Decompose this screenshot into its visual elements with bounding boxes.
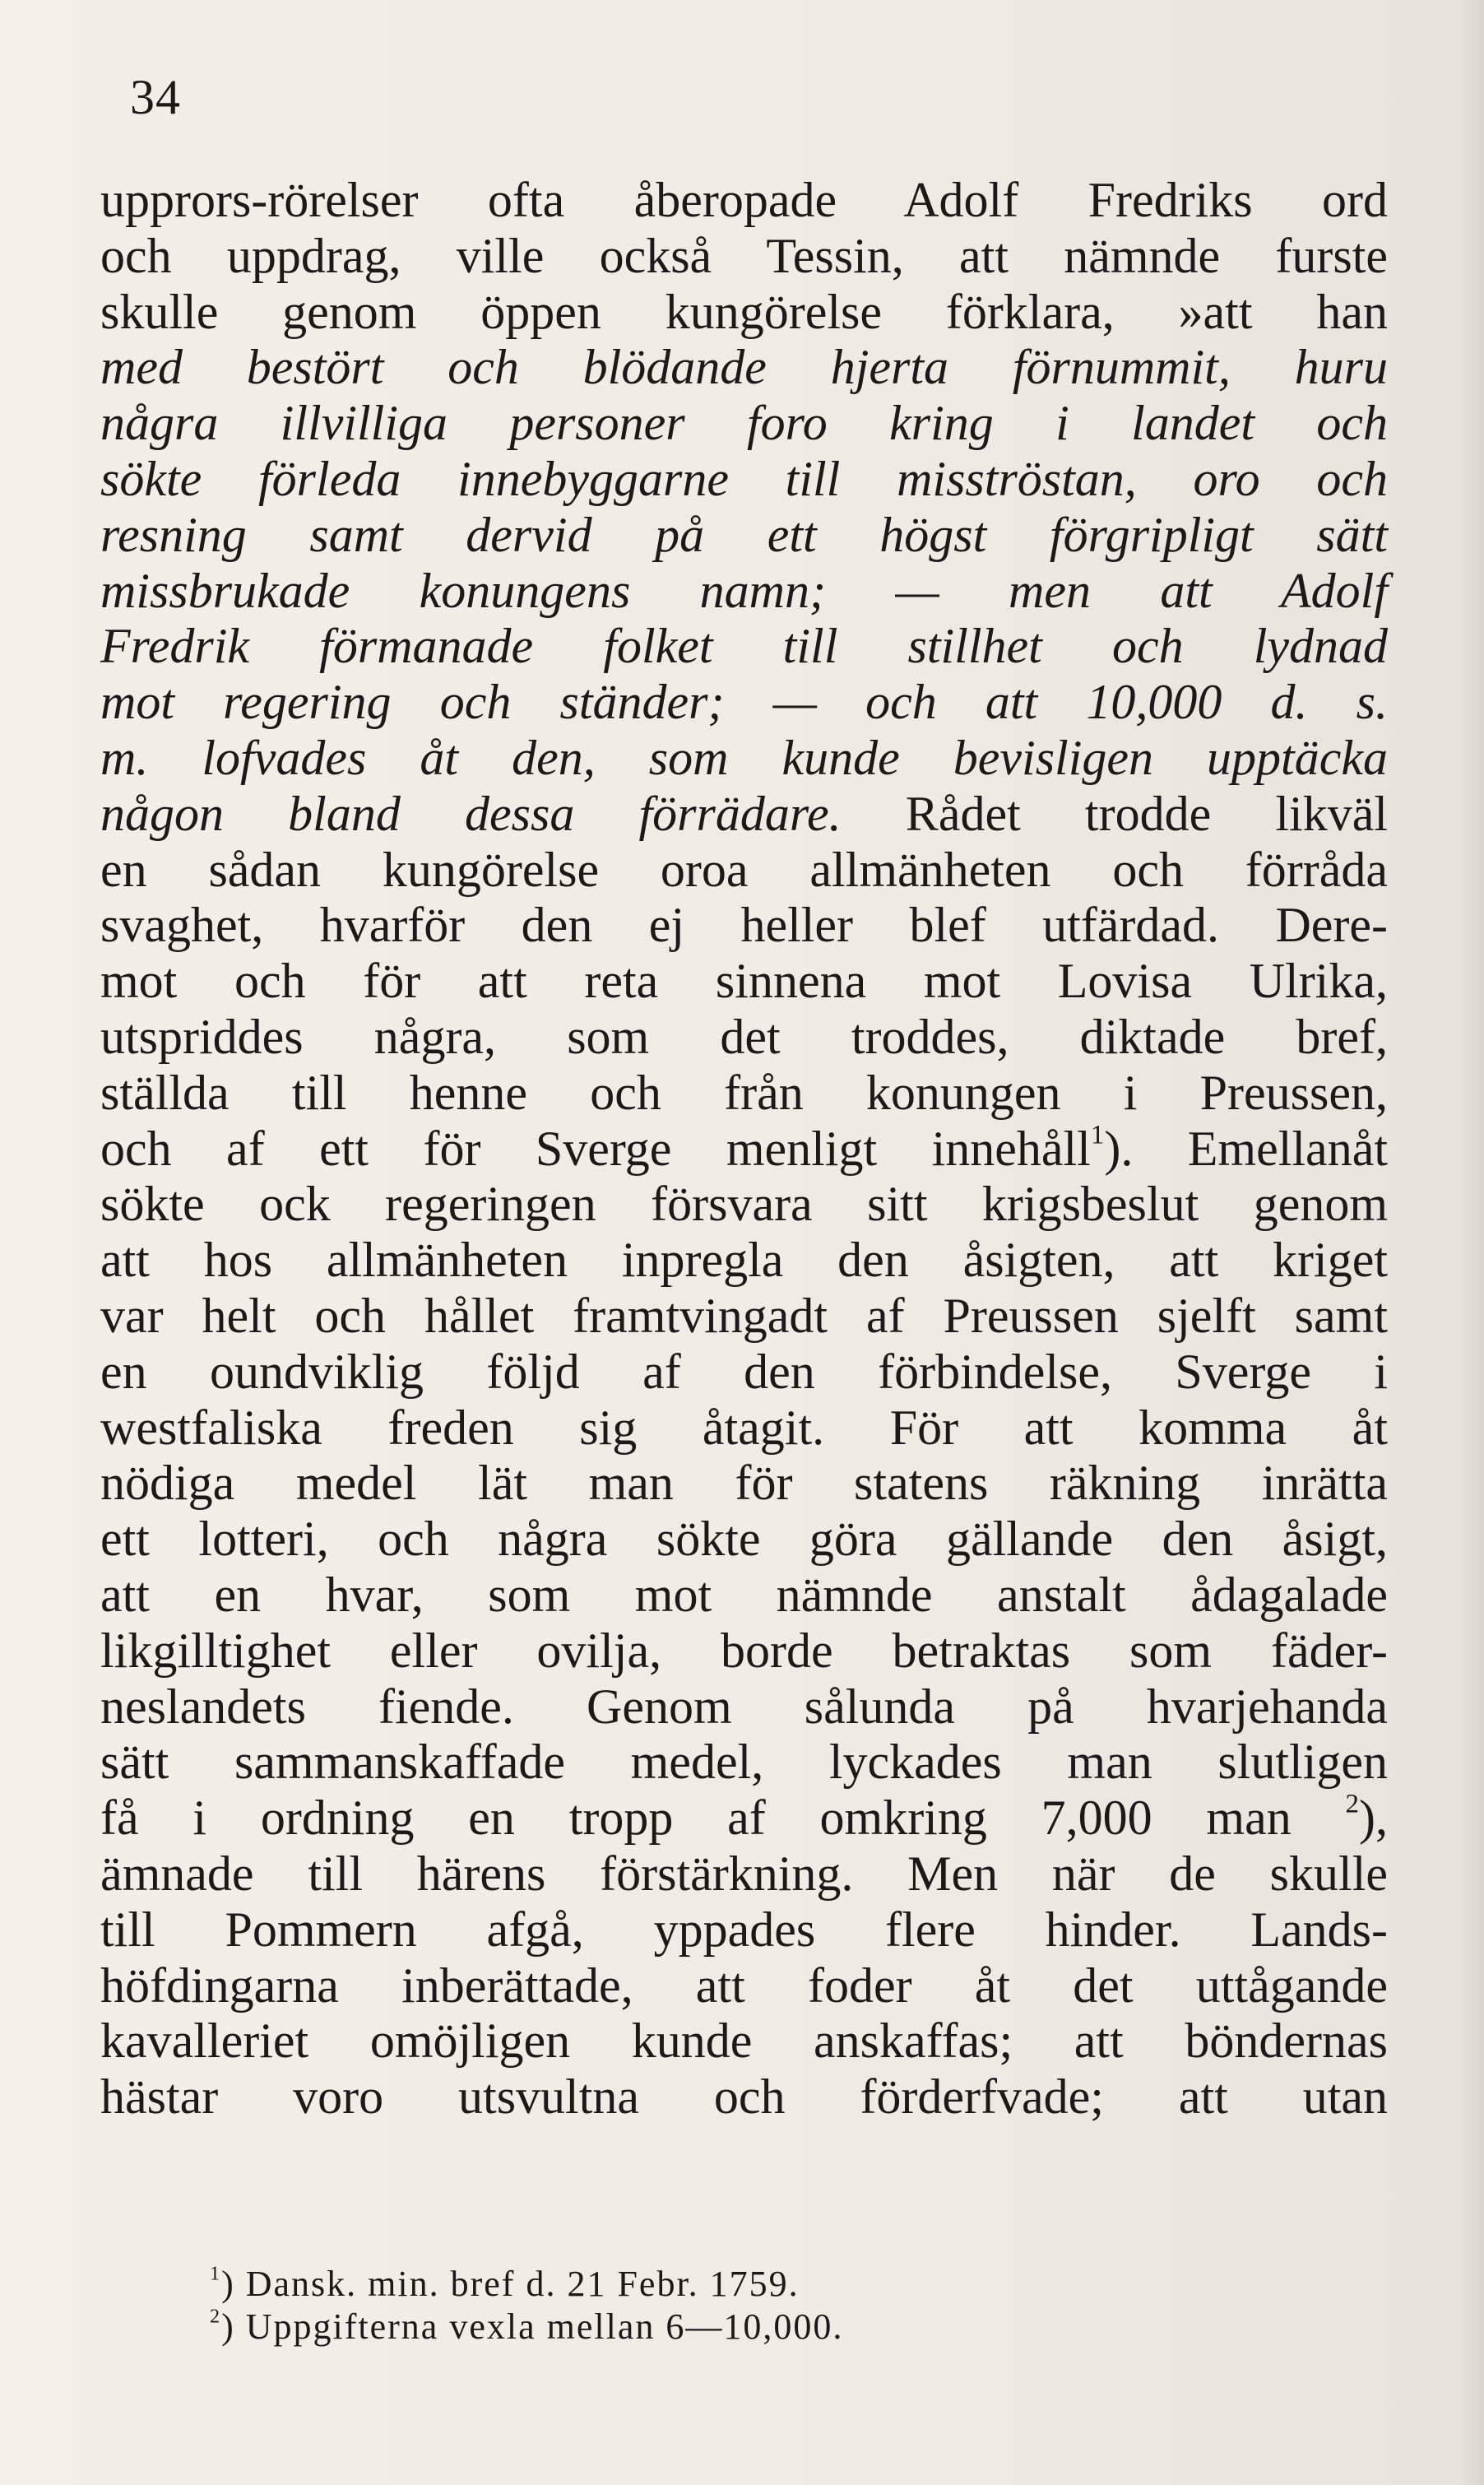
line-text-cont: ), [1359,1791,1389,1846]
footnote-text: ) Dansk. min. bref d. 21 Febr. 1759. [221,2264,800,2304]
text-line: nödiga medel lät man för statens räkning inrätta [100,1456,1388,1511]
text-line: en oundviklig följd af den förbindelse, Sverge i [100,1344,1388,1399]
text-line-italic: några illvilliga personer foro kring i landet och [100,396,1388,451]
text-line-italic: resning samt dervid på ett högst förgripligt sätt [100,507,1388,562]
footnote-1 [210,2263,1197,2306]
text-line: skulle genom öppen kungörelse förklara, »att han [100,284,1388,339]
text-line-italic: mot regering och ständer; — och att 10,000 d. s. [100,675,1388,730]
text-line: till Pommern afgå, yppades flere hinder. Lands- [100,1902,1388,1957]
text-line: hästar voro utsvultna och förderfvade; att utan [100,2069,1388,2125]
footnote-text: ) Uppgifterna vexla mellan 6—10,000. [221,2306,844,2347]
text-line: neslandets fiende. Genom sålunda på hvarjehanda [100,1679,1388,1734]
footnote-2 [210,2306,1197,2348]
text-line: höfdingarna inberättade, att foder åt det uttågande [100,1958,1388,2013]
text-line: en sådan kungörelse oroa allmänheten och förråda [100,842,1388,897]
text-line: och uppdrag, ville också Tessin, att nämnde furste [100,228,1388,283]
text-line-italic: missbrukade konungens namn; — men att Adolf [100,563,1388,618]
text-line-with-footnote-ref [100,1791,1388,1846]
body-text [100,173,1388,2125]
text-line-with-footnote-ref [100,1122,1388,1177]
roman-run: Rådet trodde likväl [905,786,1389,841]
page-edge-shadow [1459,0,1484,2485]
text-line: utspriddes några, som det troddes, diktade bref, [100,1009,1388,1064]
text-line: sätt sammanskaffade medel, lyckades man slutligen [100,1735,1388,1790]
text-line: ämnade till härens förstärkning. Men när de skulle [100,1846,1388,1901]
text-line: var helt och hållet framtvingadt af Preussen sjelft samt [100,1288,1388,1343]
line-text: få i ordning en tropp af omkring 7,000 man [100,1791,1292,1846]
text-line: ställda till henne och från konungen i Preussen, [100,1065,1388,1120]
text-line: sökte ock regeringen försvara sitt krigsbeslut genom [100,1177,1388,1232]
footnotes [210,2263,1197,2348]
line-text-cont: ). Emellanåt [1104,1121,1388,1176]
text-line: kavalleriet omöjligen kunde anskaffas; att böndernas [100,2014,1388,2069]
text-line: ett lotteri, och några sökte göra gällande den åsigt, [100,1512,1388,1567]
line-text: och af ett för Sverge menligt innehåll [100,1121,1091,1176]
text-line-italic: med bestört och blödande hjerta förnummit, huru [100,340,1388,395]
text-line: mot och för att reta sinnena mot Lovisa Ulrika, [100,954,1388,1009]
italic-run: någon bland dessa förrädare. [100,786,842,841]
text-line: svaghet, hvarför den ej heller blef utfärdad. Dere- [100,898,1388,953]
text-line-mixed [100,787,1388,843]
footnote-ref-1: 1 [1090,1120,1105,1150]
text-line-italic: sökte förleda innebyggarne till misströstan, oro och [100,451,1388,506]
text-line: att en hvar, som mot nämnde anstalt ådagalade [100,1567,1388,1622]
text-line: westfaliska freden sig åtagit. För att komma åt [100,1400,1388,1455]
page-number: 34 [130,70,181,124]
text-line: likgilltighet eller ovilja, borde betraktas som fäder- [100,1623,1388,1678]
text-line: upprors-rörelser ofta åberopade Adolf Fredriks ord [100,173,1388,227]
footnote-ref-2: 2 [1345,1789,1360,1819]
footnote-mark: 1 [210,2262,222,2285]
text-line-italic: m. lofvades åt den, som kunde bevisligen upptäcka [100,730,1388,785]
text-line-italic: Fredrik förmanade folket till stillhet och lydnad [100,619,1388,674]
footnote-mark: 2 [210,2305,222,2328]
text-line: att hos allmänheten inpregla den åsigten, att kriget [100,1233,1388,1288]
